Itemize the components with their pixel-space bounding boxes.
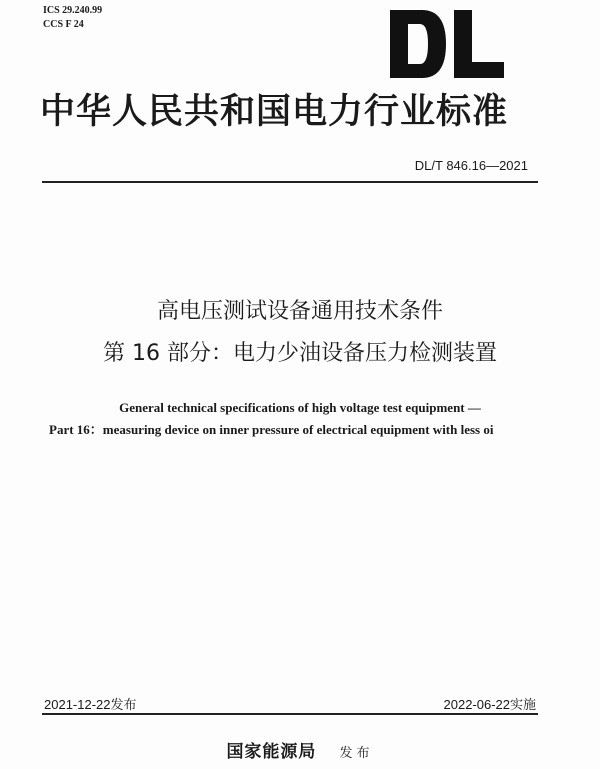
bottom-divider xyxy=(42,713,538,715)
implementation-date: 2022-06-22实施 xyxy=(443,697,536,712)
standard-number: DL/T 846.16—2021 xyxy=(414,158,528,173)
industry-standard-title: 中华人民共和国电力行业标准 xyxy=(40,92,509,132)
ics-code: ICS 29.240.99 xyxy=(43,5,103,16)
dl-logo xyxy=(388,6,508,82)
english-title-line1: General technical specifications of high voltage test equipment — xyxy=(119,400,481,415)
english-title-line2: Part 16：measuring device on inner pressure of electrical equipment with less oi xyxy=(49,422,494,437)
publisher-agency: 国家能源局 xyxy=(226,742,317,762)
chinese-title-line2: 第 16 部分：电力少油设备压力检测装置 xyxy=(103,341,497,366)
issue-date: 2021-12-22发布 xyxy=(44,697,137,712)
publisher xyxy=(0,737,600,762)
top-divider xyxy=(42,181,538,183)
chinese-title-line1: 高电压测试设备通用技术条件 xyxy=(156,299,443,324)
ccs-code: CCS F 24 xyxy=(43,19,84,30)
classification-codes xyxy=(43,4,102,32)
publisher-action: 发布 xyxy=(339,746,374,761)
